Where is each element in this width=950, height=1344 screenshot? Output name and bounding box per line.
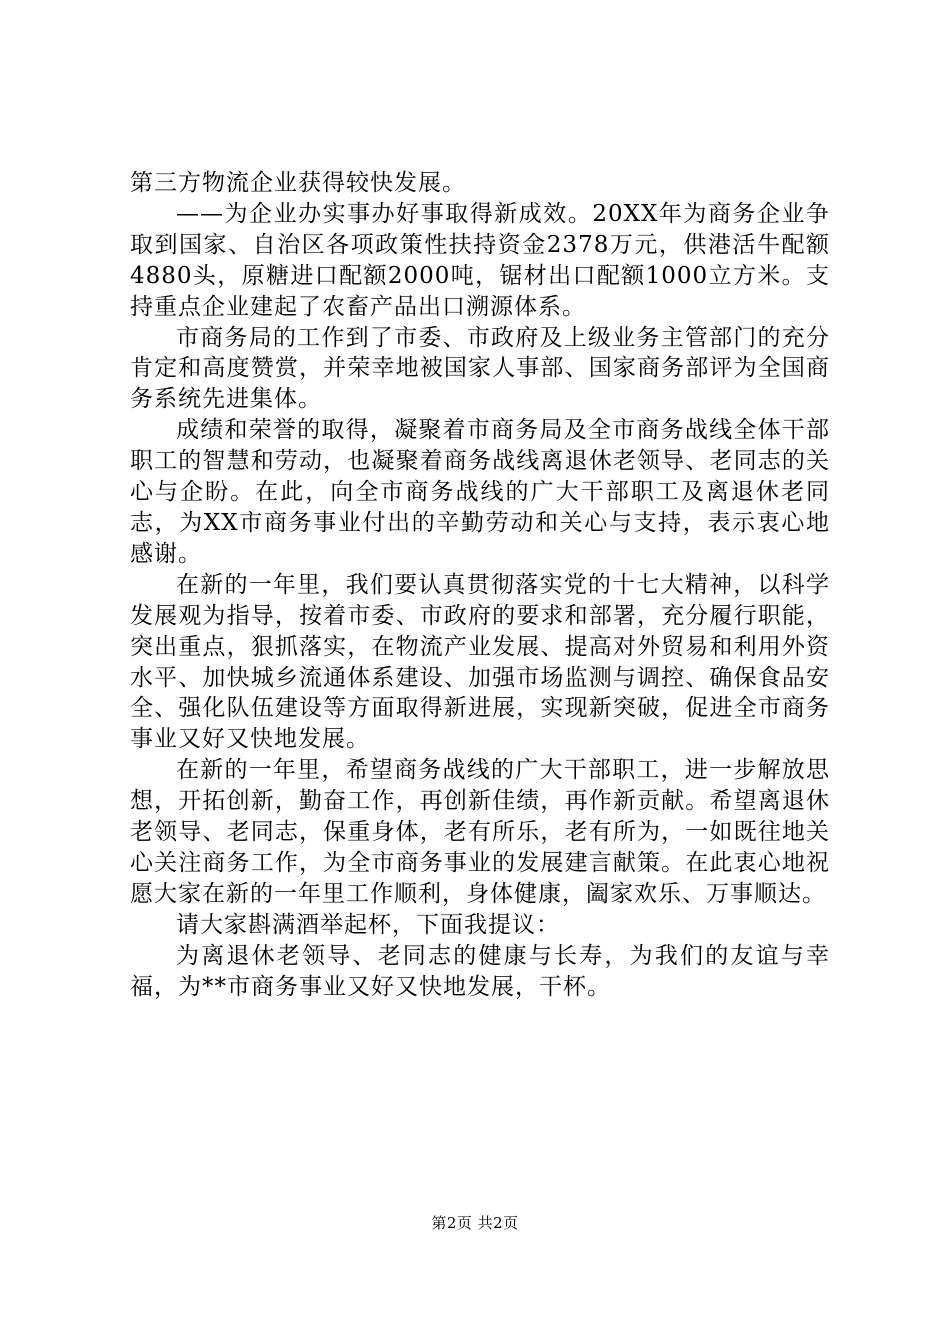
document-body <box>130 168 830 1002</box>
paragraph-new-year-goals: 在新的一年里，我们要认真贯彻落实党的十七大精神，以科学发展观为指导，按着市委、市政府的要求和部署，充分履行职能，突出重点，狠抓落实，在物流产业发展、提高对外贸易和利用外资水平、加快城乡流通体系建设、加强市场监测与调控、确保食品安全、强化队伍建设等方面取得新进展，实现新突破，促进全市商务事业又好又快地发展。 <box>130 571 830 753</box>
paragraph-toast: 为离退休老领导、老同志的健康与长寿，为我们的友谊与幸福，为**市商务事业又好又快地发展，干杯。 <box>130 942 830 1000</box>
paragraph-enterprise-support: ——为企业办实事办好事取得新成效。20XX年为商务企业争取到国家、自治区各项政策性扶持资金2378万元，供港活牛配额4880头，原糖进口配额2000吨，锯材出口配额1000立方米。支持重点企业建起了农畜产品出口溯源体系。 <box>130 200 830 320</box>
paragraph-thanks: 成绩和荣誉的取得，凝聚着市商务局及全市商务战线全体干部职工的智慧和劳动，也凝聚着商务战线离退休老领导、老同志的关心与企盼。在此，向全市商务战线的广大干部职工及离退休老同志，为XX市商务事业付出的辛勤劳动和关心与支持，表示衷心地感谢。 <box>130 417 830 567</box>
paragraph-toast-invitation: 请大家斟满酒举起杯，下面我提议： <box>176 911 560 938</box>
paragraph-new-year-wishes: 在新的一年里，希望商务战线的广大干部职工，进一步解放思想，开拓创新，勤奋工作，再创新佳绩，再作新贡献。希望离退休老领导、老同志，保重身体，老有所乐，老有所为，一如既往地关心关注商务工作，为全市商务事业的发展建言献策。在此衷心地祝愿大家在新的一年里工作顺利，身体健康，阖家欢乐、万事顺达。 <box>130 757 830 907</box>
paragraph-continuation: 第三方物流企业获得较快发展。 <box>130 170 466 196</box>
paragraph-recognition: 市商务局的工作到了市委、市政府及上级业务主管部门的充分肯定和高度赞赏，并荣幸地被国家人事部、国家商务部评为全国商务系统先进集体。 <box>130 324 830 413</box>
page-number-footer: 第2页 共2页 <box>431 1214 519 1232</box>
